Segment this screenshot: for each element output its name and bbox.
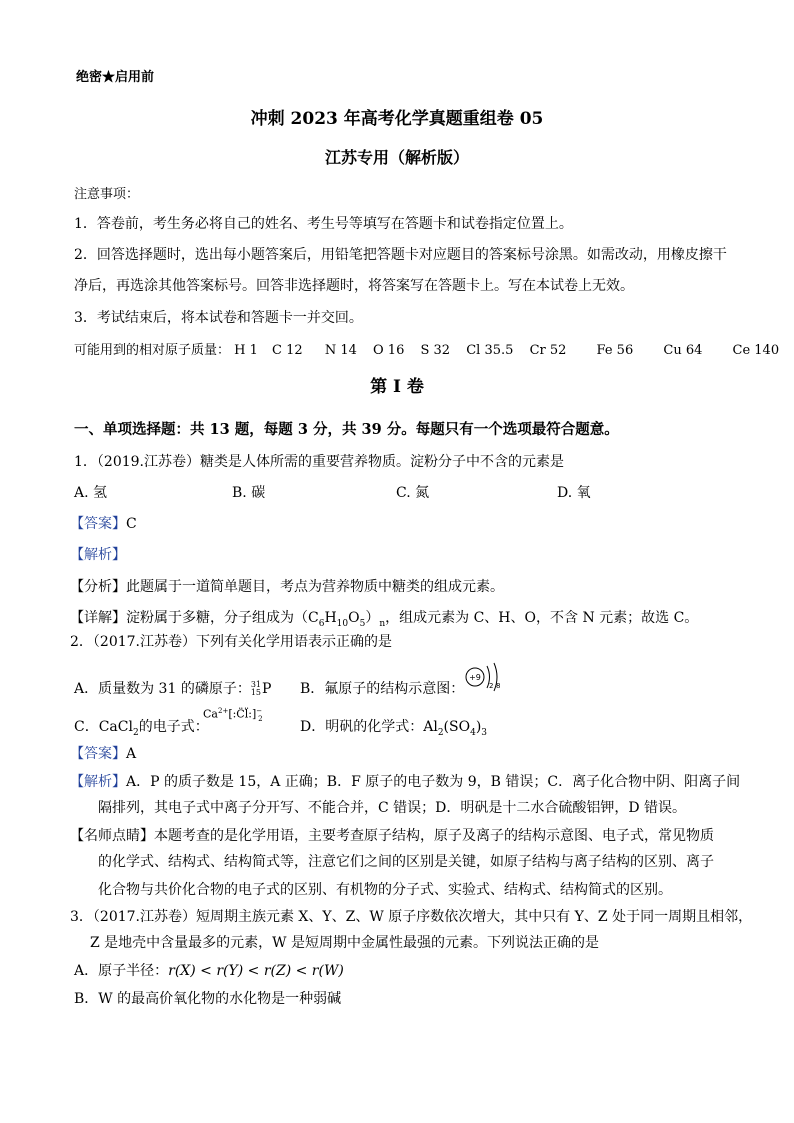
option-a: A. 氢 [74, 485, 108, 501]
answer-tag: 【答案】 [70, 746, 126, 762]
question-stem: 1．（2019.江苏卷）糖类是人体所需的重要营养物质。淀粉分子中不含的元素是 [74, 454, 564, 470]
notice-item: 2．回答选择题时，选出每小题答案后，用铅笔把答题卡对应题目的答案标号涂黑。如需改动，用橡皮擦干 [74, 247, 727, 263]
atomic-number: 15 [250, 688, 262, 697]
exam-subtitle: 江苏专用（解析版） [324, 148, 469, 167]
atomic-mass-label: 可能用到的相对原子质量： [74, 343, 231, 358]
atomic-mass: S 32 [420, 343, 451, 358]
option-b: B. 碳 [232, 485, 266, 501]
q3-option-a [74, 960, 344, 980]
xiangjie-text-post: ，组成元素为 C、H、O，不含 N 元素；故选 C。 [385, 610, 699, 626]
atomic-mass: H 1 [234, 343, 258, 358]
cacl2-electron-formula: $Ca^{2+}[:C̈l̈:]^-_2$ [203, 707, 263, 723]
tip-text: 本题考查的是化学用语，主要考查原子结构，原子及离子的结构示意图、电子式，常见物质 [154, 828, 714, 844]
shell-count: 8 [496, 682, 501, 690]
answer-value: A [126, 746, 137, 762]
nucleus-charge: +9 [469, 673, 481, 682]
fenxi-line [70, 576, 504, 596]
answer-tag: 【答案】 [70, 516, 126, 532]
shell-count: 2 [489, 682, 494, 690]
analysis-tag: 【解析】 [70, 774, 126, 790]
notice-item: 净后，再选涂其他答案标号。回答非选择题时，将答案写在答题卡上。写在本试卷上无效。 [74, 278, 634, 294]
atomic-mass: N 14 [324, 343, 357, 358]
atomic-mass: Ce 140 [732, 343, 780, 358]
q2-option-c-label: 的电子式： [138, 719, 209, 735]
notice-item: 3．考试结束后，将本试卷和答题卡一并交回。 [74, 310, 363, 326]
option-d: D. 氧 [557, 485, 591, 501]
phosphorus-nuclide [251, 681, 261, 697]
q2-option-d-text: D．明矾的化学式：Al [300, 719, 438, 735]
tip-tag: 【名师点睛】 [70, 828, 154, 844]
q2-option-c: C．CaCl$_2$的电子式： [74, 719, 209, 738]
atomic-mass: Cu 64 [663, 343, 703, 358]
atomic-mass: O 16 [373, 343, 405, 358]
q2-option-c-text: C．CaCl [74, 719, 133, 735]
analysis-tag: 【解析】 [70, 547, 126, 563]
tip-text: 化合物与共价化合物的电子式的区别、有机物的分子式、实验式、结构式、结构简式的区别。 [98, 882, 672, 898]
analysis-text: 隔排列，其电子式中离子分开写、不能合并，C 错误；D．明矾是十二水合硫酸铝钾，D 错误。 [98, 800, 687, 816]
atomic-mass: Cl 35.5 [466, 343, 514, 358]
atomic-mass: Fe 56 [596, 343, 634, 358]
mass-number: 31 [250, 680, 262, 689]
fenxi-tag: 【分析】 [70, 579, 126, 595]
radius-inequality: r(X) < r(Y) < r(Z) < r(W) [168, 963, 344, 979]
q3-option-b: B．W 的最高价氧化物的水化物是一种弱碱 [74, 991, 342, 1007]
question-stem: 2．（2017.江苏卷）下列有关化学用语表示正确的是 [70, 634, 392, 650]
fenxi-text: 此题属于一道简单题目，考点为营养物质中糖类的组成元素。 [126, 579, 504, 595]
q3-option-a-text: A．原子半径： [74, 963, 169, 979]
q2-option-d: D．明矾的化学式：$Al_2(SO_4)_3$ [300, 719, 488, 738]
q2-option-b: B．氟原子的结构示意图： [300, 681, 465, 697]
answer-line [70, 743, 136, 763]
analysis-line [70, 771, 740, 791]
notice-item: 1．答卷前，考生务必将自己的姓名、考生号等填写在答题卡和试卷指定位置上。 [74, 216, 573, 232]
answer-line [70, 513, 137, 533]
question-stem: 3．（2017.江苏卷）短周期主族元素 X、Y、Z、W 原子序数依次增大，其中只有 Y、Z 处于同一周期且相邻， [70, 909, 753, 925]
option-c: C. 氮 [396, 485, 430, 501]
xiangjie-line: 【详解】淀粉属于多糖，分子组成为$(C_6H_{10}O_5)_n$，组成元素为 C、H、O，不含 N 元素；故选 C。 [70, 610, 699, 629]
q2-option-a-text: A．质量数为 31 的磷原子： [74, 681, 251, 697]
analysis-text: A．P 的质子数是 15，A 正确；B．F 原子的电子数为 9，B 错误；C．离子化合物中阴、阳离子间 [126, 774, 741, 790]
atomic-mass-row [74, 339, 779, 358]
element-symbol: P [262, 681, 272, 697]
atomic-mass: C 12 [272, 343, 303, 358]
exam-title: 冲刺 2023 年高考化学真题重组卷 05 [250, 109, 544, 129]
question-stem: Z 是地壳中含量最多的元素，W 是短周期中金属性最强的元素。下列说法正确的是 [90, 935, 600, 951]
answer-value: C [126, 516, 137, 532]
volume-heading: 第 I 卷 [370, 377, 424, 397]
q2-option-a [74, 678, 271, 698]
xiangjie-text-pre: 淀粉属于多糖，分子组成为（C [126, 610, 319, 626]
fluorine-atom-diagram [462, 660, 504, 696]
tip-line [70, 825, 714, 845]
confidential-mark: 绝密★启用前 [76, 70, 155, 85]
atomic-mass: Cr 52 [529, 343, 567, 358]
notice-heading: 注意事项： [74, 187, 140, 202]
section-heading: 一、单项选择题：共 13 题，每题 3 分，共 39 分。每题只有一个选项最符合题意。 [74, 421, 619, 438]
xiangjie-tag: 【详解】 [70, 610, 126, 626]
tip-text: 的化学式、结构式、结构简式等，注意它们之间的区别是关键，如原子结构与离子结构的区别、离子 [98, 854, 714, 870]
